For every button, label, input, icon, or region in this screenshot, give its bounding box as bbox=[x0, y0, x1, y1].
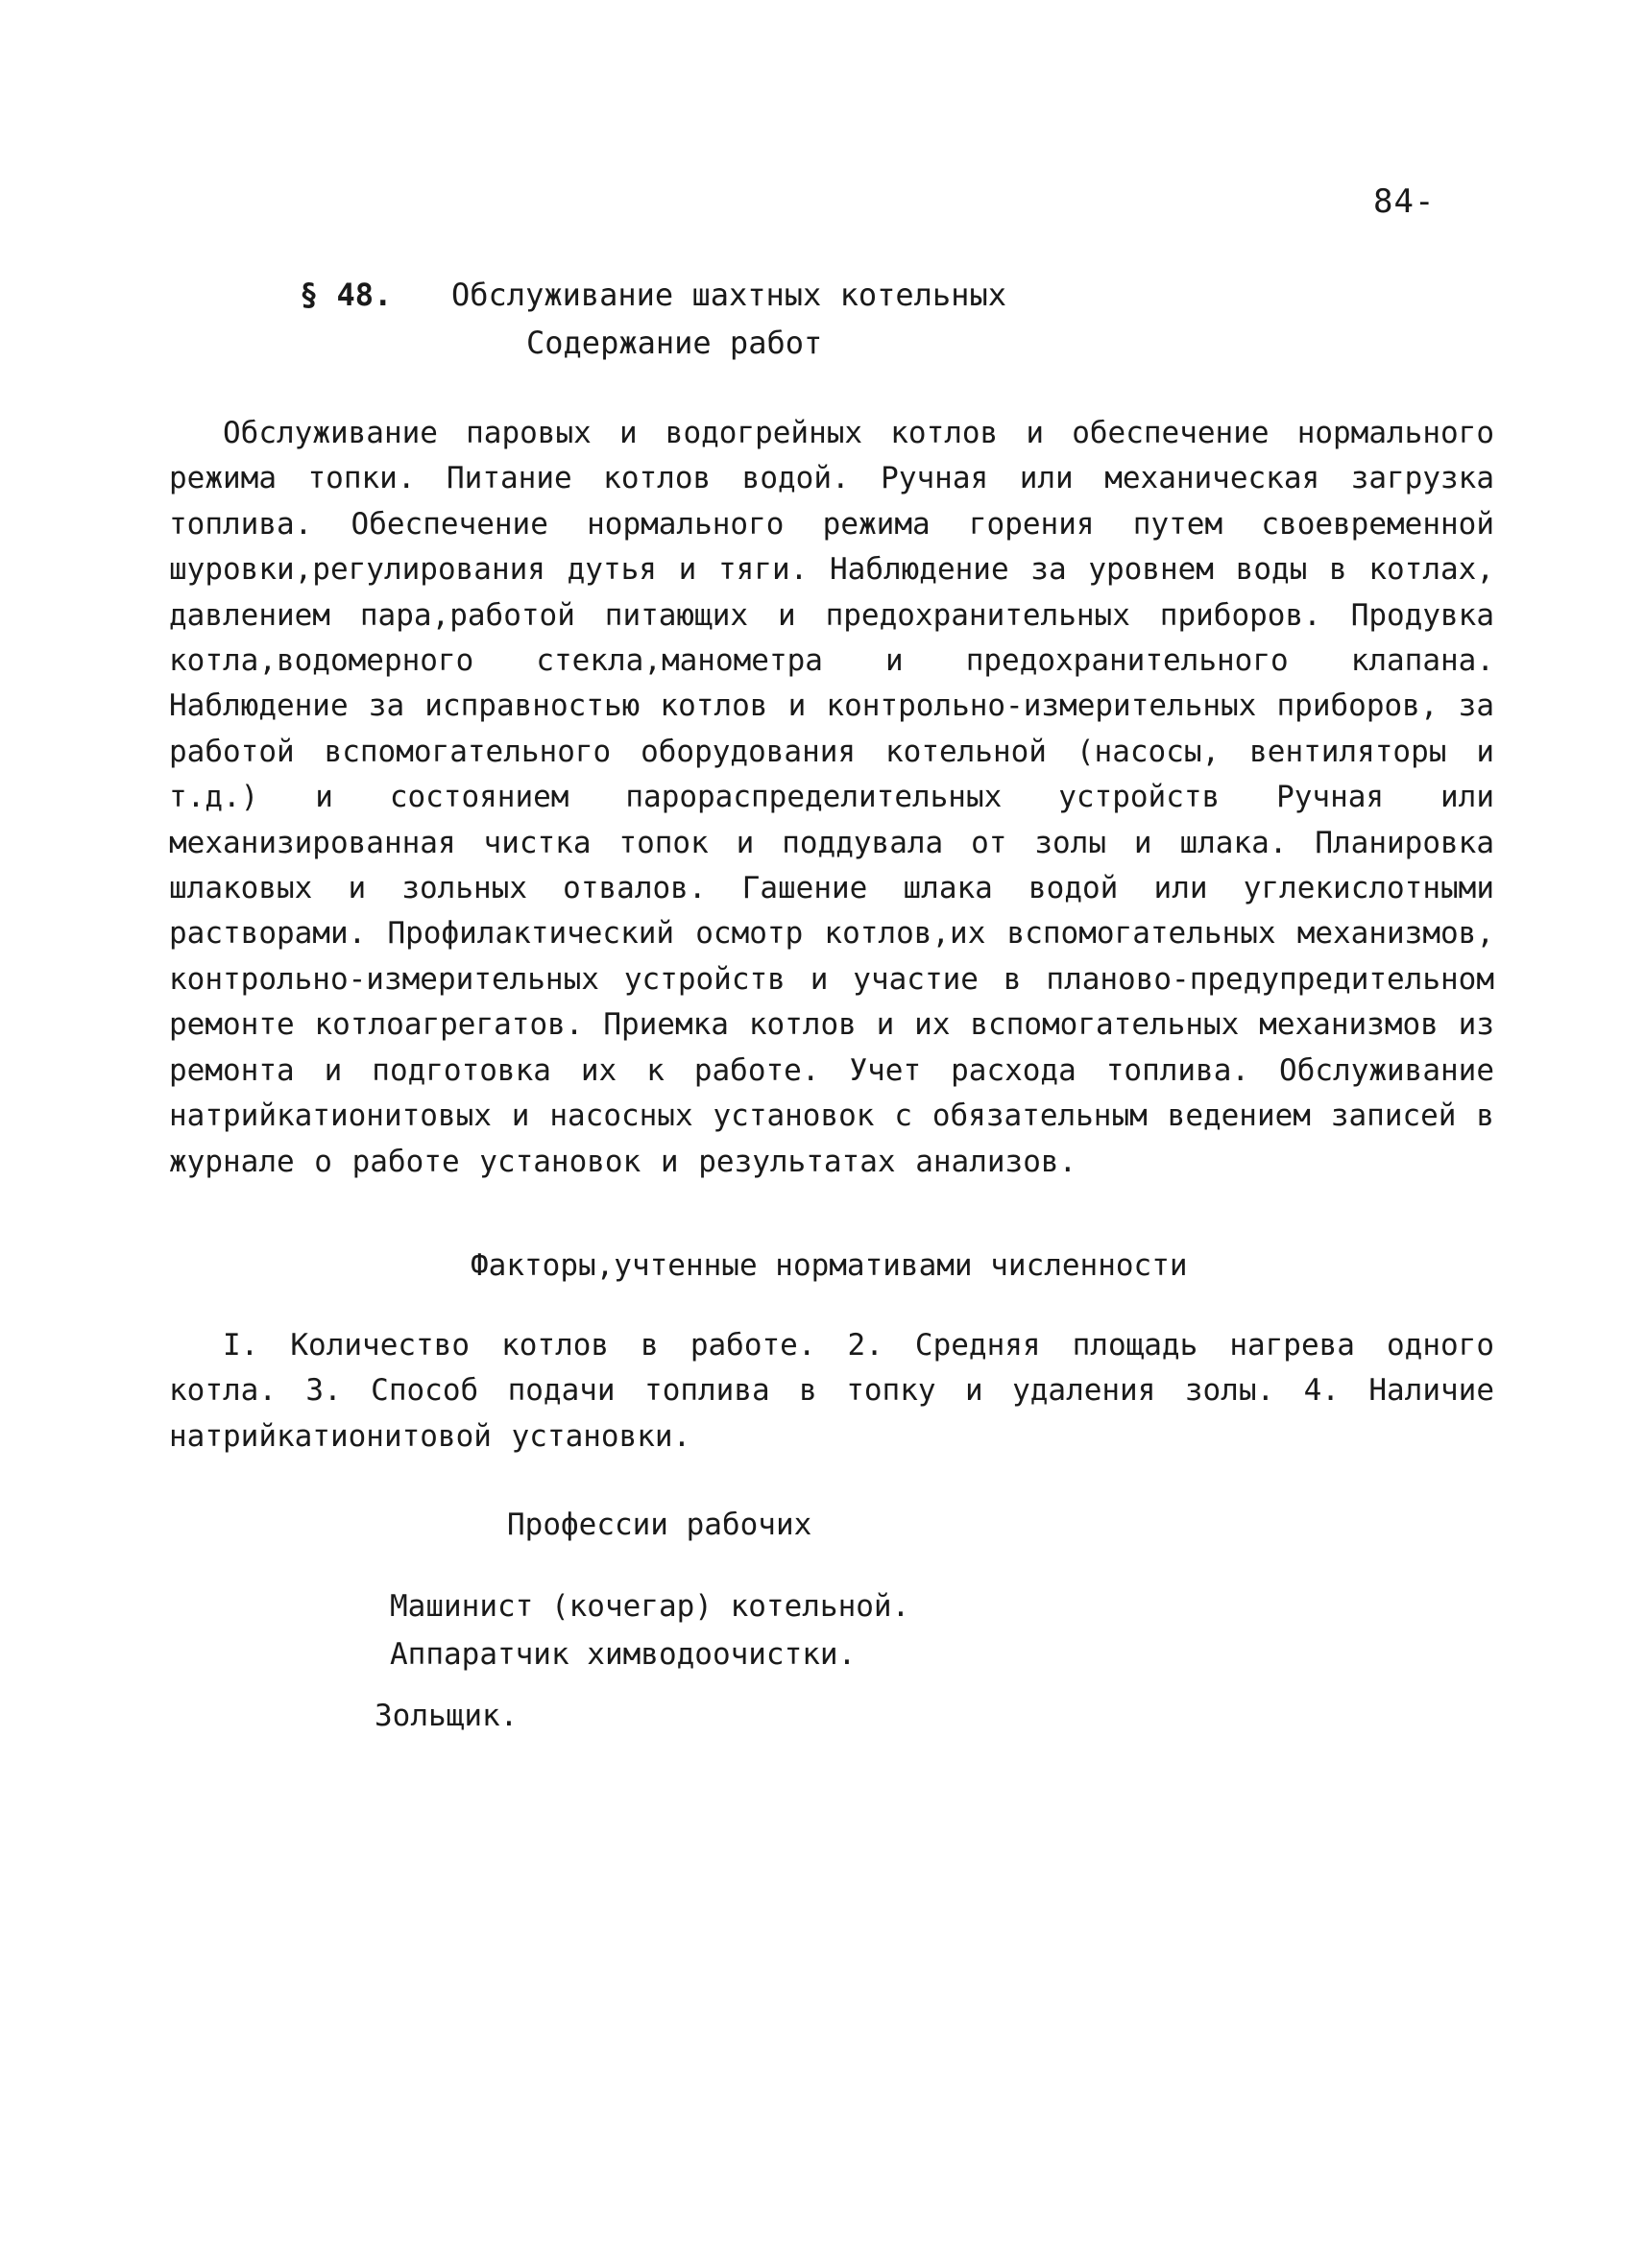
page-number: 84- bbox=[1373, 182, 1436, 221]
professions-heading: Профессии рабочих bbox=[507, 1508, 812, 1542]
factors-text: I. Количество котлов в работе. 2. Средняя площадь нагрева одного котла. 3. Способ подачи топлива в топку и удаления золы. 4. Наличие натрийкатионитовой установки. bbox=[169, 1328, 1494, 1454]
profession-item: Машинист (кочегар) котельной. bbox=[390, 1589, 910, 1624]
content-of-work-paragraph bbox=[169, 411, 1494, 1185]
professions-list bbox=[375, 1582, 910, 1740]
profession-item: Зольщик. bbox=[375, 1699, 519, 1733]
section-title: Обслуживание шахтных котельных bbox=[451, 277, 1006, 313]
section-subtitle: Содержание работ bbox=[526, 325, 823, 361]
content-of-work-text: Обслуживание паровых и водогрейных котлов и обеспечение нормального режима топки. Питание котлов водой. Ручная или механическая загрузка топлива. Обеспечение нормального режима горения путем своевременной шуровки,регулирования дутья и тяги. Наблюдение за уровнем воды в котлах, давлением пара,работой питающих и предохранительных приборов. Продувка котла,водомерного стекла,манометра и предохранительного клапана. Наблюдение за исправностью котлов и контрольно-измерительных приборов, за работой вспомогательного оборудования котельной (насосы, вентиляторы и т.д.) и состоянием парораспределительных устройств Ручная или механизированная чистка топок и поддувала от золы и шлака. Планировка шлаковых и зольных отвалов. Гашение шлака водой или углекислотными растворами. Профилактический осмотр котлов,их вспомогательных механизмов, контрольно-измерительных устройств и участие в планово-предупредительном ремонте котлоагрегатов. Приемка котлов и их вспомогательных механизмов из ремонта и подготовка их к работе. Учет расхода топлива. Обслуживание натрийкатионитовых и насосных установок с обязательным ведением записей в журнале о работе установок и результатах анализов. bbox=[169, 416, 1494, 1179]
paragraph-number: § 48. bbox=[300, 277, 393, 313]
factors-paragraph bbox=[169, 1323, 1494, 1460]
profession-item: Аппаратчик химводоочистки. bbox=[390, 1637, 857, 1672]
factors-heading: Факторы,учтенные нормативами численности bbox=[471, 1248, 1188, 1283]
